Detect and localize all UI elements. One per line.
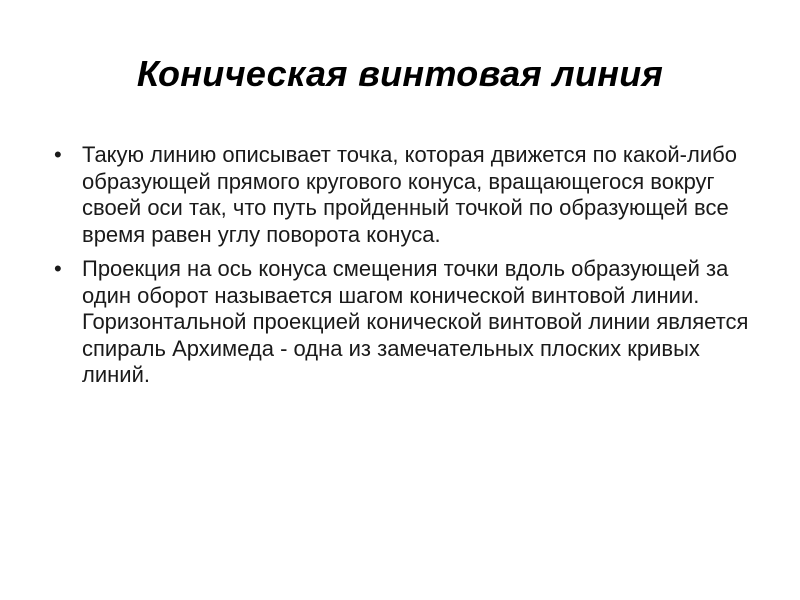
bullet-marker: •	[54, 256, 62, 281]
bullet-marker: •	[54, 142, 62, 167]
bullet-text-1: Такую линию описывает точка, которая движется по какой-либо образующей прямого кругового конуса, вращающегося вокруг своей оси так, что путь пройденный точкой по образующей все время равен углу поворота конуса.	[82, 142, 737, 247]
bullet-list	[50, 142, 770, 397]
bullet-item-2	[50, 256, 770, 389]
bullet-text-2: Проекция на ось конуса смещения точки вдоль образующей за один оборот называется шагом конической винтовой линии. Горизонтальной проекцией конической винтовой линии является спираль Архимеда - одна из замечательных плоских кривых линий.	[82, 256, 749, 387]
bullet-item-1	[50, 142, 770, 248]
slide-title: Коническая винтовая линия	[136, 53, 664, 94]
